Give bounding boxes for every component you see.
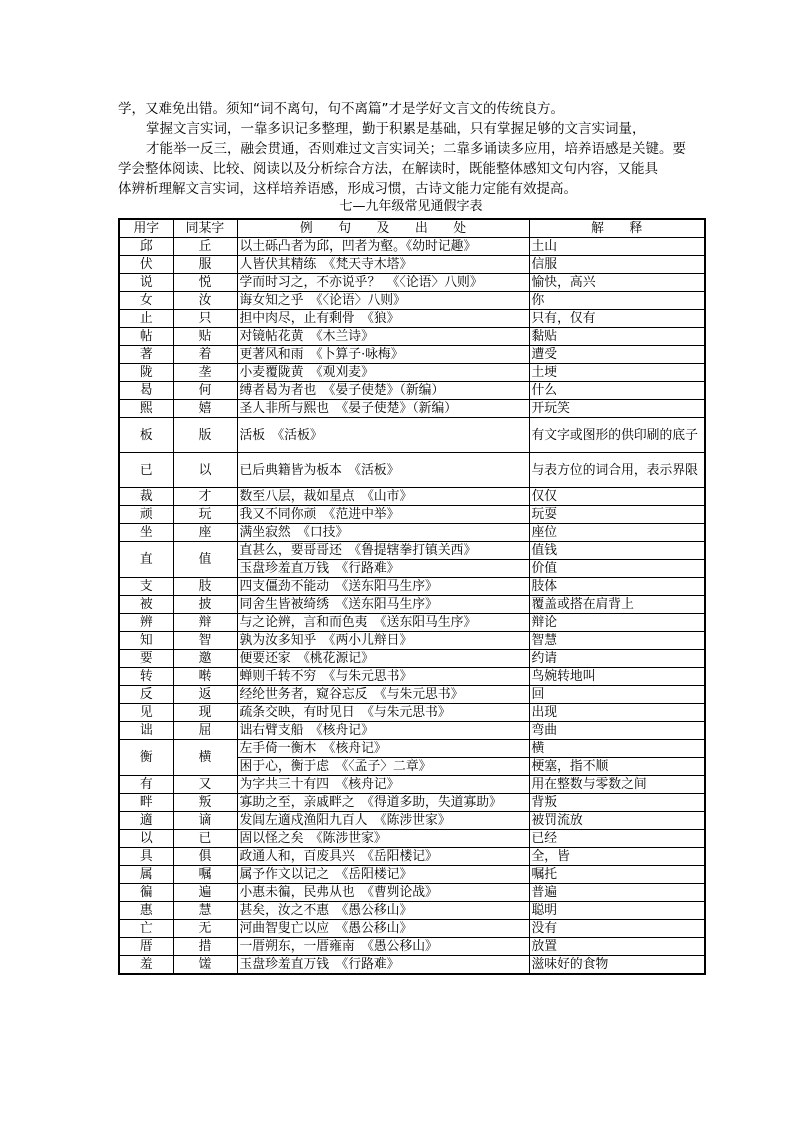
table-row bbox=[119, 524, 705, 542]
cell-meaning: 与表方位的词合用，表示界限 bbox=[529, 453, 705, 488]
cell-word: 辨 bbox=[119, 614, 173, 632]
cell-word: 坐 bbox=[119, 524, 173, 542]
cell-example: 四支僵劲不能动 《送东阳马生序》 bbox=[237, 578, 529, 596]
cell-meaning: 玩耍 bbox=[529, 506, 705, 524]
cell-example: 诲女知之乎 《〈论语〉八则》 bbox=[237, 292, 529, 310]
table-row bbox=[119, 453, 705, 488]
cell-word: 惠 bbox=[119, 902, 173, 920]
cell-example: 同舍生皆被绮绣 《送东阳马生序》 bbox=[237, 596, 529, 614]
cell-meaning: 鸟婉转地叫 bbox=[529, 668, 705, 686]
cell-same: 才 bbox=[173, 488, 237, 506]
cell-example: 担中肉尽，止有剩骨 《狼》 bbox=[237, 310, 529, 328]
cell-same: 啭 bbox=[173, 668, 237, 686]
table-row bbox=[119, 488, 705, 506]
cell-meaning: 值钱 bbox=[529, 542, 705, 560]
cell-same: 着 bbox=[173, 346, 237, 364]
cell-example: 为字共三十有四 《核舟记》 bbox=[237, 776, 529, 794]
cell-meaning: 遭受 bbox=[529, 346, 705, 364]
cell-meaning: 愉快，高兴 bbox=[529, 274, 705, 292]
cell-word: 已 bbox=[119, 453, 173, 488]
cell-meaning: 价值 bbox=[529, 560, 705, 578]
header-example: 例 句 及 出 处 bbox=[237, 219, 529, 238]
cell-meaning: 用在整数与零数之间 bbox=[529, 776, 705, 794]
cell-meaning: 肢体 bbox=[529, 578, 705, 596]
cell-word: 直 bbox=[119, 542, 173, 578]
cell-example: 甚矣，汝之不惠 《愚公移山》 bbox=[237, 902, 529, 920]
cell-word: 有 bbox=[119, 776, 173, 794]
intro-line: 学会整体阅读、比较、阅读以及分析综合方法，在解读时，既能整体感知文句内容，又能具 bbox=[118, 161, 658, 177]
cell-word: 伏 bbox=[119, 256, 173, 274]
cell-same: 遍 bbox=[173, 884, 237, 902]
cell-same: 贴 bbox=[173, 328, 237, 346]
table-row bbox=[119, 668, 705, 686]
cell-example: 小麦覆陇黄 《观刈麦》 bbox=[237, 364, 529, 382]
cell-meaning: 弯曲 bbox=[529, 722, 705, 740]
cell-meaning: 土埂 bbox=[529, 364, 705, 382]
cell-meaning: 覆盖或搭在肩背上 bbox=[529, 596, 705, 614]
table-row bbox=[119, 292, 705, 310]
cell-word: 以 bbox=[119, 830, 173, 848]
table-row bbox=[119, 884, 705, 902]
cell-example: 以土砾凸者为邱，凹者为壑。《幼时记趣》 bbox=[237, 238, 529, 256]
cell-meaning: 背叛 bbox=[529, 794, 705, 812]
table-row bbox=[119, 632, 705, 650]
cell-meaning: 仅仅 bbox=[529, 488, 705, 506]
cell-word: 板 bbox=[119, 418, 173, 453]
table-row bbox=[119, 328, 705, 346]
cell-meaning: 出现 bbox=[529, 704, 705, 722]
cell-same: 措 bbox=[173, 938, 237, 956]
table-row bbox=[119, 650, 705, 668]
cell-meaning: 什么 bbox=[529, 382, 705, 400]
table-title: 七—九年级常见通假字表 bbox=[339, 199, 483, 214]
cell-example: 学而时习之，不亦说乎？ 《〈论语〉八则》 bbox=[237, 274, 529, 292]
cell-meaning: 开玩笑 bbox=[529, 400, 705, 418]
cell-meaning: 回 bbox=[529, 686, 705, 704]
cell-meaning: 没有 bbox=[529, 920, 705, 938]
cell-same: 值 bbox=[173, 542, 237, 578]
cell-meaning: 滋味好的食物 bbox=[529, 956, 705, 975]
table-row bbox=[119, 238, 705, 256]
cell-meaning: 放置 bbox=[529, 938, 705, 956]
cell-same: 嬉 bbox=[173, 400, 237, 418]
cell-example: 经纶世务者，窥谷忘反 《与朱元思书》 bbox=[237, 686, 529, 704]
table-row bbox=[119, 794, 705, 812]
cell-example: 缚者曷为者也 《晏子使楚》（新编） bbox=[237, 382, 529, 400]
table-row bbox=[119, 920, 705, 938]
cell-word: 具 bbox=[119, 848, 173, 866]
cell-word: 见 bbox=[119, 704, 173, 722]
cell-example: 人皆伏其精练 《梵天寺木塔》 bbox=[237, 256, 529, 274]
cell-word: 说 bbox=[119, 274, 173, 292]
cell-same: 无 bbox=[173, 920, 237, 938]
cell-same: 谪 bbox=[173, 812, 237, 830]
cell-word: 裁 bbox=[119, 488, 173, 506]
cell-meaning: 梗塞，指不顺 bbox=[529, 758, 705, 776]
table-header-row bbox=[119, 219, 705, 238]
cell-word: 羞 bbox=[119, 956, 173, 975]
cell-example: 孰为汝多知乎 《两小儿辩日》 bbox=[237, 632, 529, 650]
cell-example: 圣人非所与熙也 《晏子使楚》（新编） bbox=[237, 400, 529, 418]
cell-word: 反 bbox=[119, 686, 173, 704]
cell-example: 寡助之至，亲戚畔之 《得道多助，失道寡助》 bbox=[237, 794, 529, 812]
cell-meaning: 约请 bbox=[529, 650, 705, 668]
table-row bbox=[119, 722, 705, 740]
cell-same: 屈 bbox=[173, 722, 237, 740]
cell-word: 女 bbox=[119, 292, 173, 310]
cell-example: 对镜帖花黄 《木兰诗》 bbox=[237, 328, 529, 346]
cell-example: 与之论辨，言和而色夷 《送东阳马生序》 bbox=[237, 614, 529, 632]
table-row bbox=[119, 382, 705, 400]
cell-same: 慧 bbox=[173, 902, 237, 920]
header-meaning: 解 释 bbox=[529, 219, 705, 238]
cell-example: 诎右臂支船 《核舟记》 bbox=[237, 722, 529, 740]
cell-same: 披 bbox=[173, 596, 237, 614]
cell-word: 熙 bbox=[119, 400, 173, 418]
cell-meaning: 土山 bbox=[529, 238, 705, 256]
cell-same: 悦 bbox=[173, 274, 237, 292]
cell-meaning: 黏贴 bbox=[529, 328, 705, 346]
table-row bbox=[119, 812, 705, 830]
table-row bbox=[119, 418, 705, 453]
cell-same: 何 bbox=[173, 382, 237, 400]
table-row bbox=[119, 578, 705, 596]
cell-same: 辩 bbox=[173, 614, 237, 632]
cell-word: 衡 bbox=[119, 740, 173, 776]
table-row bbox=[119, 274, 705, 292]
table-row bbox=[119, 848, 705, 866]
cell-meaning: 有文字或图形的供印刷的底子 bbox=[529, 418, 705, 453]
header-same: 同某字 bbox=[173, 219, 237, 238]
cell-same: 已 bbox=[173, 830, 237, 848]
header-word: 用字 bbox=[119, 219, 173, 238]
cell-example: 直甚么，要哥哥还 《鲁提辖拳打镇关西》 bbox=[237, 542, 529, 560]
table-row bbox=[119, 704, 705, 722]
cell-meaning: 聪明 bbox=[529, 902, 705, 920]
cell-meaning: 只有，仅有 bbox=[529, 310, 705, 328]
tongjia-table bbox=[118, 218, 706, 975]
cell-example: 满坐寂然 《口技》 bbox=[237, 524, 529, 542]
cell-word: 转 bbox=[119, 668, 173, 686]
intro-line: 学，又难免出错。须知“词不离句，句不离篇”才是学好文言文的传统良方。 bbox=[118, 101, 564, 117]
cell-same: 座 bbox=[173, 524, 237, 542]
cell-same: 嘱 bbox=[173, 866, 237, 884]
table-row bbox=[119, 506, 705, 524]
cell-example: 便要还家 《桃花源记》 bbox=[237, 650, 529, 668]
cell-example: 一厝朔东，一厝雍南 《愚公移山》 bbox=[237, 938, 529, 956]
cell-word: 止 bbox=[119, 310, 173, 328]
cell-example: 左手倚一衡木 《核舟记》 bbox=[237, 740, 529, 758]
table-row bbox=[119, 614, 705, 632]
table-row bbox=[119, 740, 705, 758]
cell-same: 横 bbox=[173, 740, 237, 776]
table-row bbox=[119, 596, 705, 614]
table-row bbox=[119, 776, 705, 794]
cell-meaning: 座位 bbox=[529, 524, 705, 542]
cell-meaning: 你 bbox=[529, 292, 705, 310]
cell-example: 政通人和，百废具兴 《岳阳楼记》 bbox=[237, 848, 529, 866]
cell-same: 服 bbox=[173, 256, 237, 274]
cell-word: 要 bbox=[119, 650, 173, 668]
cell-example: 蝉则千转不穷 《与朱元思书》 bbox=[237, 668, 529, 686]
cell-example: 数至八层，裁如星点 《山市》 bbox=[237, 488, 529, 506]
cell-same: 叛 bbox=[173, 794, 237, 812]
cell-word: 帖 bbox=[119, 328, 173, 346]
cell-same: 玩 bbox=[173, 506, 237, 524]
cell-word: 適 bbox=[119, 812, 173, 830]
cell-meaning: 辩论 bbox=[529, 614, 705, 632]
table-row bbox=[119, 400, 705, 418]
cell-same: 汝 bbox=[173, 292, 237, 310]
table-row bbox=[119, 956, 705, 975]
cell-example: 河曲智叟亡以应 《愚公移山》 bbox=[237, 920, 529, 938]
cell-meaning: 信服 bbox=[529, 256, 705, 274]
cell-word: 厝 bbox=[119, 938, 173, 956]
cell-same: 馐 bbox=[173, 956, 237, 975]
cell-word: 顽 bbox=[119, 506, 173, 524]
cell-same: 现 bbox=[173, 704, 237, 722]
cell-same: 智 bbox=[173, 632, 237, 650]
cell-meaning: 已经 bbox=[529, 830, 705, 848]
cell-same: 垄 bbox=[173, 364, 237, 382]
cell-example: 活板 《活板》 bbox=[237, 418, 529, 453]
cell-same: 又 bbox=[173, 776, 237, 794]
cell-example: 我又不同你顽 《范进中举》 bbox=[237, 506, 529, 524]
cell-word: 徧 bbox=[119, 884, 173, 902]
intro-text bbox=[118, 99, 708, 199]
cell-example: 玉盘珍羞直万钱 《行路难》 bbox=[237, 956, 529, 975]
cell-meaning: 智慧 bbox=[529, 632, 705, 650]
cell-same: 俱 bbox=[173, 848, 237, 866]
cell-word: 曷 bbox=[119, 382, 173, 400]
cell-word: 畔 bbox=[119, 794, 173, 812]
cell-same: 返 bbox=[173, 686, 237, 704]
table-row bbox=[119, 866, 705, 884]
cell-example: 困于心，衡于虑 《〈孟子〉二章》 bbox=[237, 758, 529, 776]
cell-word: 诎 bbox=[119, 722, 173, 740]
intro-line: 体辨析理解文言实词，这样培养语感，形成习惯，古诗文能力定能有效提高。 bbox=[118, 181, 577, 197]
table-row bbox=[119, 364, 705, 382]
table-row bbox=[119, 902, 705, 920]
cell-example: 玉盘珍羞直万钱 《行路难》 bbox=[237, 560, 529, 578]
table-row bbox=[119, 346, 705, 364]
cell-word: 著 bbox=[119, 346, 173, 364]
cell-example: 已后典籍皆为板本 《活板》 bbox=[237, 453, 529, 488]
cell-same: 只 bbox=[173, 310, 237, 328]
cell-same: 丘 bbox=[173, 238, 237, 256]
table-row bbox=[119, 310, 705, 328]
cell-example: 疏条交映，有时见日 《与朱元思书》 bbox=[237, 704, 529, 722]
cell-meaning: 嘱托 bbox=[529, 866, 705, 884]
intro-line: 掌握文言实词，一靠多识记多整理，勤于积累是基础，只有掌握足够的文言实词量， bbox=[146, 121, 646, 137]
table-row bbox=[119, 938, 705, 956]
cell-word: 被 bbox=[119, 596, 173, 614]
table-row bbox=[119, 686, 705, 704]
cell-same: 肢 bbox=[173, 578, 237, 596]
cell-same: 以 bbox=[173, 453, 237, 488]
cell-word: 知 bbox=[119, 632, 173, 650]
intro-line: 才能举一反三，融会贯通，否则难过文言实词关；二靠多诵读多应用，培养语感是关键。要 bbox=[146, 141, 686, 157]
table-row bbox=[119, 830, 705, 848]
cell-meaning: 横 bbox=[529, 740, 705, 758]
table-row bbox=[119, 256, 705, 274]
cell-meaning: 普遍 bbox=[529, 884, 705, 902]
cell-word: 支 bbox=[119, 578, 173, 596]
cell-example: 更著风和雨 《卜算子·咏梅》 bbox=[237, 346, 529, 364]
cell-same: 版 bbox=[173, 418, 237, 453]
cell-word: 属 bbox=[119, 866, 173, 884]
table-row bbox=[119, 542, 705, 560]
cell-same: 邀 bbox=[173, 650, 237, 668]
cell-example: 发闾左適戍渔阳九百人 《陈涉世家》 bbox=[237, 812, 529, 830]
cell-word: 陇 bbox=[119, 364, 173, 382]
cell-example: 小惠未徧，民弗从也 《曹刿论战》 bbox=[237, 884, 529, 902]
cell-word: 亡 bbox=[119, 920, 173, 938]
table-body bbox=[119, 238, 705, 975]
cell-example: 固以怪之矣 《陈涉世家》 bbox=[237, 830, 529, 848]
cell-meaning: 全，皆 bbox=[529, 848, 705, 866]
cell-example: 属予作文以记之 《岳阳楼记》 bbox=[237, 866, 529, 884]
cell-meaning: 被罚流放 bbox=[529, 812, 705, 830]
cell-word: 邱 bbox=[119, 238, 173, 256]
